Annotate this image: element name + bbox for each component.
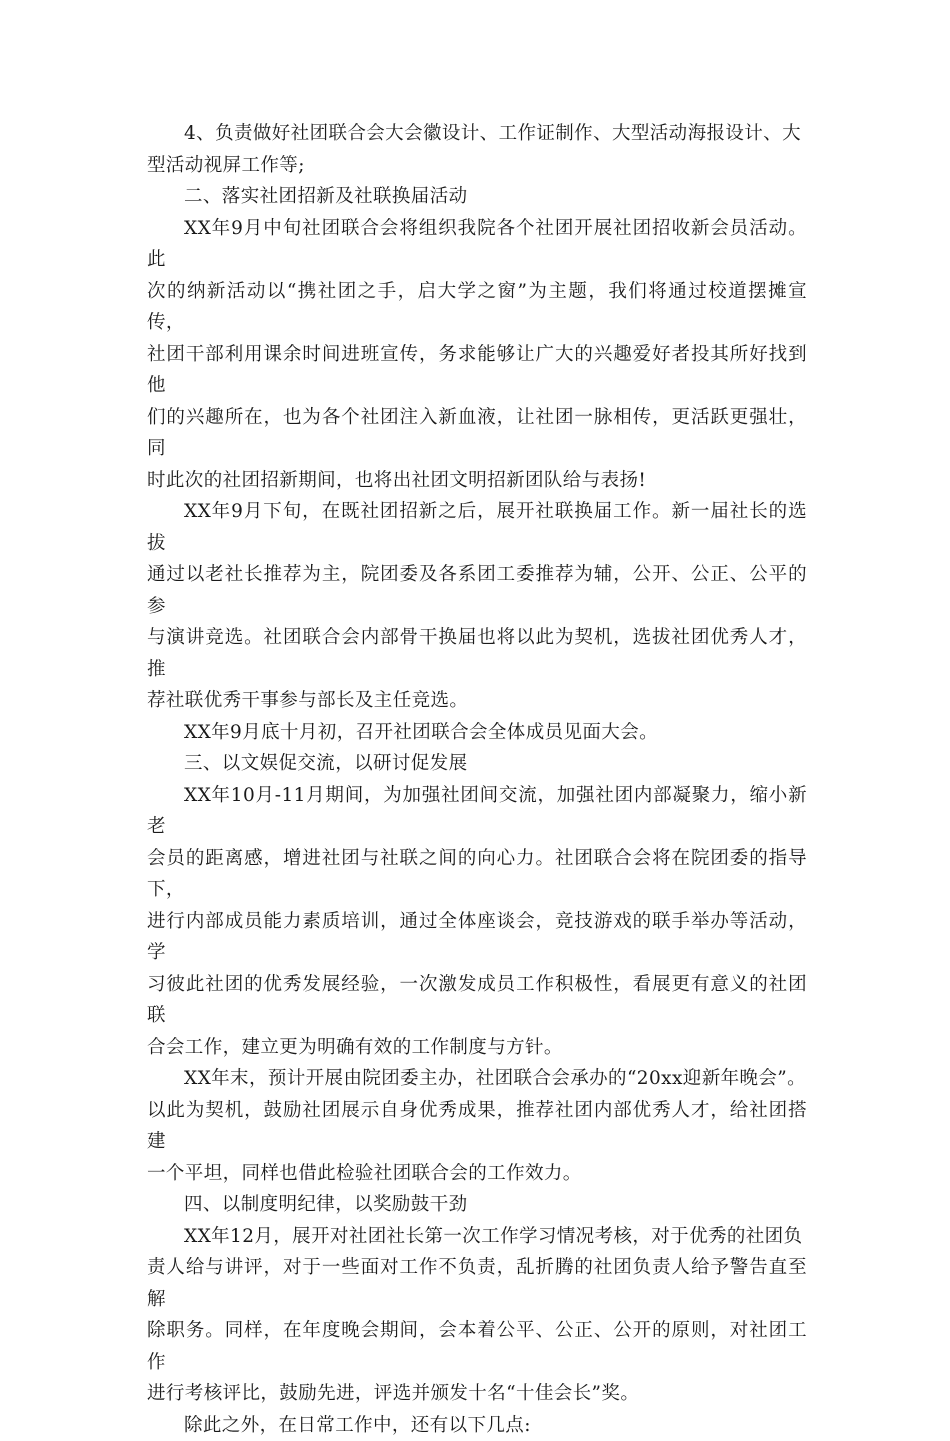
paragraph-september-end: XX年9月底十月初，召开社团联合会全体成员见面大会。 [147, 717, 807, 749]
section-heading-recruitment: 二、落实社团招新及社联换届活动 [147, 181, 807, 213]
paragraph-october-november: XX年10月-11月期间，为加强社团间交流，加强社团内部凝聚力，缩小新老 会员的距离感，增进社团与社联之间的向心力。社团联合会将在院团委的指导下， 进行内部成员能力素质培训，通过全体座谈会，竞技游戏的联手举办等活动，学 习彼此社团的优秀发展经验，一次激发成员工作积极性，看展更有意义的社团联 合会工作，建立更为明确有效的工作制度与方针。 [147, 780, 807, 1064]
section-heading-exchange: 三、以文娱促交流，以研讨促发展 [147, 748, 807, 780]
paragraph-september-mid: XX年9月中旬社团联合会将组织我院各个社团开展社团招收新会员活动。此 次的纳新活动以“携社团之手，启大学之窗”为主题，我们将通过校道摆摊宣传， 社团干部利用课余时间进班宣传，务求能够让广大的兴趣爱好者投其所好找到他 们的兴趣所在，也为各个社团注入新血液，让社团一脉相传，更活跃更强壮，同 时此次的社团招新期间，也将出社团文明招新团队给与表扬! [147, 213, 807, 497]
paragraph-item-4-design: 4、负责做好社团联合会大会徽设计、工作证制作、大型活动海报设计、大 型活动视屏工作等; [147, 118, 807, 181]
section-heading-discipline: 四、以制度明纪律，以奖励鼓干劲 [147, 1189, 807, 1221]
paragraph-september-late: XX年9月下旬，在既社团招新之后，展开社联换届工作。新一届社长的选拔 通过以老社长推荐为主，院团委及各系团工委推荐为辅，公开、公正、公平的参 与演讲竞选。社团联合会内部骨干换届也将以此为契机，选拔社团优秀人才，推 荐社联优秀干事参与部长及主任竞选。 [147, 496, 807, 717]
document-body [147, 118, 807, 1441]
paragraph-december: XX年12月，展开对社团社长第一次工作学习情况考核，对于优秀的社团负 责人给与讲评，对于一些面对工作不负责，乱折腾的社团负责人给予警告直至解 除职务。同样，在年度晚会期间，会本着公平、公正、公开的原则，对社团工作 进行考核评比，鼓励先进，评选并颁发十名“十佳会长”奖。 [147, 1221, 807, 1410]
paragraph-additional-points: 除此之外，在日常工作中，还有以下几点: [147, 1410, 807, 1441]
paragraph-year-end: XX年末，预计开展由院团委主办，社团联合会承办的“20xx迎新年晚会”。 以此为契机，鼓励社团展示自身优秀成果，推荐社团内部优秀人才，给社团搭建 一个平坦，同样也借此检验社团联合会的工作效力。 [147, 1063, 807, 1189]
